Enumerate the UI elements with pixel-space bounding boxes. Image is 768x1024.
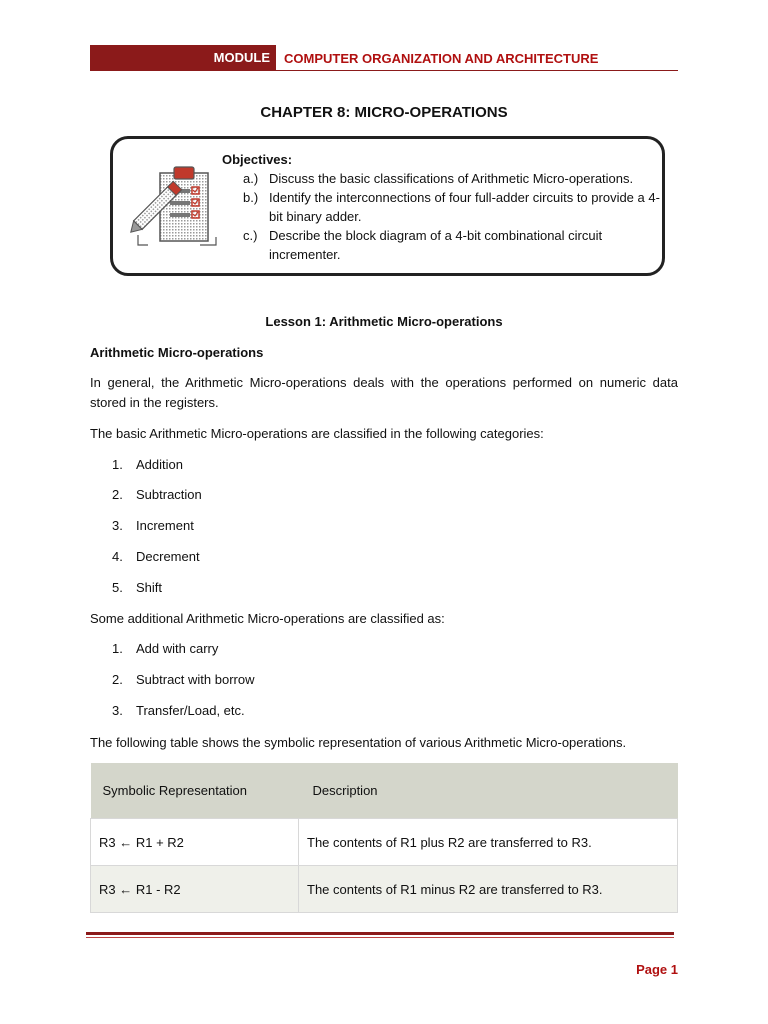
list-number: 2. — [112, 672, 123, 687]
module-label: MODULE — [213, 50, 270, 65]
module-banner — [90, 45, 276, 71]
table-intro: The following table shows the symbolic representation of various Arithmetic Micro-operations. — [90, 735, 627, 750]
checklist-clipboard-icon — [130, 163, 222, 255]
objective-label: b.) — [243, 190, 259, 205]
objectives-heading: Objectives: — [222, 152, 293, 167]
objective-text: Describe the block diagram of a 4-bit combinational circuit incrementer. — [269, 228, 603, 262]
list-number: 1. — [112, 457, 123, 472]
table-row — [91, 866, 678, 913]
chapter-title: CHAPTER 8: MICRO-OPERATIONS — [260, 104, 508, 121]
list-number: 3. — [112, 518, 123, 533]
table-cell: R3 ← R1 - R2 — [91, 866, 299, 913]
table-row — [91, 819, 678, 866]
list-item — [112, 487, 202, 502]
list-item — [112, 703, 245, 718]
header-divider — [90, 70, 678, 71]
list-text: Transfer/Load, etc. — [136, 703, 245, 718]
list-number: 4. — [112, 549, 123, 564]
table-cell: R3 ← R1 + R2 — [91, 819, 299, 866]
footer-divider-thin — [86, 937, 674, 938]
objective-text: Identify the interconnections of four full-adder circuits to provide a 4-bit binary adder. — [269, 190, 660, 224]
objectives-box — [110, 136, 665, 276]
objectives-text — [222, 150, 661, 264]
list-text: Subtract with borrow — [136, 672, 255, 687]
table-cell: The contents of R1 minus R2 are transferred to R3. — [299, 866, 678, 913]
list-text: Subtraction — [136, 487, 202, 502]
list-number: 2. — [112, 487, 123, 502]
list-number: 3. — [112, 703, 123, 718]
course-title: COMPUTER ORGANIZATION AND ARCHITECTURE — [284, 51, 599, 66]
objective-item — [222, 226, 661, 264]
list-item — [112, 672, 255, 687]
arithmetic-table — [90, 763, 678, 913]
footer-divider — [86, 932, 674, 935]
page-header — [90, 45, 678, 71]
list-number: 5. — [112, 580, 123, 595]
list-text: Decrement — [136, 549, 200, 564]
column-header: Symbolic Representation — [91, 763, 299, 819]
table-header-row — [91, 763, 678, 819]
list-item — [112, 580, 162, 595]
lesson-title: Lesson 1: Arithmetic Micro-operations — [265, 314, 503, 329]
list-item — [112, 457, 183, 472]
list-text: Add with carry — [136, 641, 219, 656]
section-heading: Arithmetic Micro-operations — [90, 345, 264, 360]
list-item — [112, 641, 218, 656]
additional-list-intro: Some additional Arithmetic Micro-operations are classified as: — [90, 611, 445, 626]
table-cell: The contents of R1 plus R2 are transferred to R3. — [299, 819, 678, 866]
column-header: Description — [299, 763, 678, 819]
list-item — [112, 549, 200, 564]
list-number: 1. — [112, 641, 123, 656]
list-text: Increment — [136, 518, 194, 533]
intro-paragraph: In general, the Arithmetic Micro-operations deals with the operations performed on numeric data stored in the registers. — [90, 375, 678, 410]
list-text: Shift — [136, 580, 163, 595]
objective-label: c.) — [243, 228, 258, 243]
page-number: Page 1 — [636, 962, 678, 977]
objective-item — [222, 188, 661, 226]
basic-list-intro: The basic Arithmetic Micro-operations are classified in the following categories: — [90, 426, 544, 441]
list-item — [112, 518, 194, 533]
objective-item — [222, 169, 661, 188]
objective-text: Discuss the basic classifications of Arithmetic Micro-operations. — [269, 171, 634, 186]
list-text: Addition — [136, 457, 183, 472]
objective-label: a.) — [243, 171, 259, 186]
